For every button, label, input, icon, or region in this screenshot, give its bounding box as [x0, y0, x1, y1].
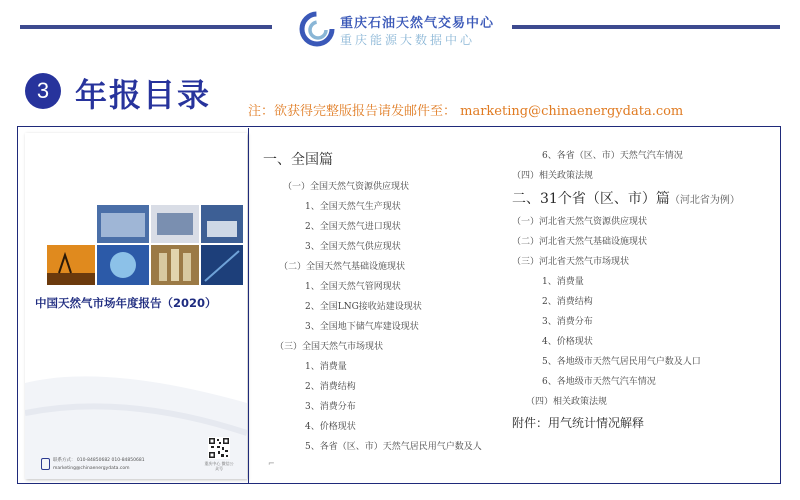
- toc-item: 3、消费分布: [542, 317, 593, 327]
- toc-item: （一）河北省天然气资源供应现状: [512, 217, 648, 227]
- toc-item: 4、价格现状: [542, 337, 593, 347]
- phone-icon: [41, 458, 50, 470]
- toc-item: 2、全国天然气进口现状: [305, 222, 401, 232]
- report-cover: [25, 133, 247, 479]
- toc-part1-title: 一、全国篇: [263, 152, 333, 168]
- toc-item: （四）相关政策法规: [512, 171, 594, 181]
- divider: [248, 128, 249, 483]
- toc-item: （三）全国天然气市场现状: [275, 342, 384, 352]
- toc-item: （一）全国天然气资源供应现状: [283, 182, 410, 192]
- toc-item: 5、各地级市天然气居民用气户数及人口: [542, 357, 701, 367]
- toc-item: （三）河北省天然气市场现状: [512, 257, 630, 267]
- toc-item: 5、各省（区、市）天然气居民用气户数及人: [305, 442, 482, 452]
- qr-code-icon: [208, 437, 230, 459]
- toc-part2-title: [512, 188, 740, 208]
- toc-item: （四）相关政策法规: [526, 397, 608, 407]
- toc-item: 1、消费量: [305, 362, 347, 372]
- toc-item: 6、各地级市天然气汽车情况: [542, 377, 656, 387]
- toc-part2-label: 二、31个省（区、市）篇: [512, 191, 670, 207]
- toc-item: 1、全国天然气管网现状: [305, 282, 401, 292]
- toc-item: 1、消费量: [542, 277, 584, 287]
- toc-item: 2、消费结构: [542, 297, 593, 307]
- toc-item: 3、消费分布: [305, 402, 356, 412]
- qr-caption: 重庆中心 微信公众号: [204, 461, 234, 471]
- toc-item: 2、全国LNG接收站建设现状: [305, 302, 422, 312]
- cover-contact: [53, 457, 145, 473]
- toc-item: 6、各省（区、市）天然气汽车情况: [542, 151, 683, 161]
- header-rule-right: [512, 25, 780, 29]
- contact-note: 注：欲获得完整版报告请发邮件至： marketing@chinaenergydata.com: [248, 104, 684, 119]
- logo-icon: [299, 11, 335, 47]
- toc-item: 1、全国天然气生产现状: [305, 202, 401, 212]
- cover-title: 中国天然气市场年度报告（2020）: [35, 296, 217, 310]
- page-title: 年报目录: [75, 76, 212, 114]
- toc-part2-sub: （河北省为例）: [669, 195, 740, 206]
- toc-item: （二）全国天然气基础设施现状: [279, 262, 406, 272]
- toc-item: 2、消费结构: [305, 382, 356, 392]
- header-rule-left: [20, 25, 272, 29]
- toc-item: 3、全国地下储气库建设现状: [305, 322, 419, 332]
- toc-item: 4、价格现状: [305, 422, 356, 432]
- toc-item: 3、全国天然气供应现状: [305, 242, 401, 252]
- cover-contact-phone: 联系方式： 010-84850682 010-84850681: [53, 458, 145, 463]
- org-subname: 重庆能源大数据中心: [340, 33, 476, 47]
- toc-item: （二）河北省天然气基础设施现状: [512, 237, 648, 247]
- cover-contact-email: marketing@chinaenergydata.com: [53, 466, 130, 471]
- org-name: 重庆石油天然气交易中心: [340, 16, 495, 31]
- page-mark: ⌐: [268, 459, 275, 468]
- toc-appendix: 附件：用气统计情况解释: [512, 416, 645, 430]
- section-number-badge: 3: [25, 73, 61, 109]
